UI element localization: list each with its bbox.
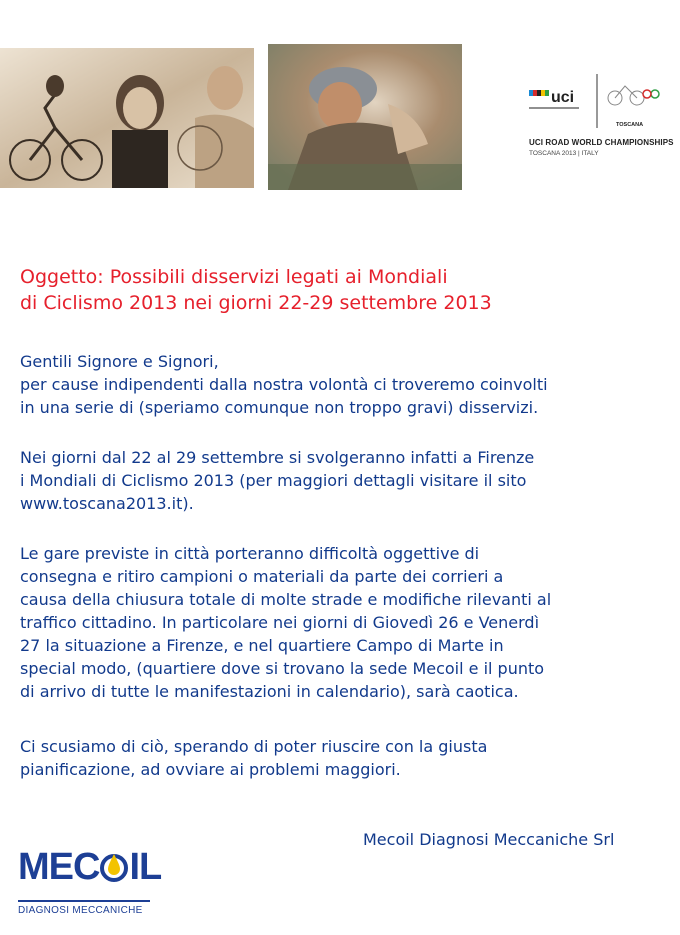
uci-title: UCI ROAD WORLD CHAMPIONSHIPS: [529, 138, 674, 147]
text-line: traffico cittadino. In particolare nei giorni di Giovedì 26 e Venerdì: [20, 613, 540, 632]
text-line: causa della chiusura totale di molte strade e modifiche rilevanti al: [20, 590, 552, 609]
uci-subtitle: TOSCANA 2013 | ITALY: [529, 150, 599, 157]
text-line: Gentili Signore e Signori,: [20, 352, 219, 371]
logo-divider: [18, 900, 150, 902]
text-line: di arrivo di tutte le manifestazioni in calendario), sarà caotica.: [20, 682, 519, 701]
subject-line: di Ciclismo 2013 nei giorni 22-29 settembre 2013: [20, 292, 492, 314]
mecoil-logo: [18, 846, 168, 921]
text-line: Ci scusiamo di ciò, sperando di poter riuscire con la giusta: [20, 737, 488, 756]
svg-text:uci: uci: [551, 89, 575, 106]
text-line: consegna e ritiro campioni o materiali da parte dei corrieri a: [20, 567, 504, 586]
text-line: per cause indipendenti dalla nostra volontà ci troveremo coinvolti: [20, 375, 548, 394]
oil-drop-icon: [100, 850, 128, 882]
uci-toscana-label: TOSCANA: [616, 122, 644, 128]
mecoil-subtitle: DIAGNOSI MECCANICHE: [18, 905, 143, 916]
paragraph-apology: [20, 735, 670, 781]
mecoil-wordmark: [18, 846, 161, 889]
signature: Mecoil Diagnosi Meccaniche Srl: [363, 830, 615, 849]
text-line: in una serie di (speriamo comunque non troppo gravi) disservizi.: [20, 398, 539, 417]
cyclist-image: [268, 44, 462, 190]
text-line: special modo, (quartiere dove si trovano la sede Mecoil e il punto: [20, 659, 545, 678]
paragraph-greeting: [20, 350, 670, 419]
mecoil-word-start: MEC: [18, 846, 100, 888]
subject-line: Oggetto: Possibili disservizi legati ai Mondiali: [20, 266, 448, 288]
vintage-collage-image: [0, 48, 254, 188]
text-line: i Mondiali di Ciclismo 2013 (per maggiori dettagli visitare il sito: [20, 471, 527, 490]
letter-subject: [20, 264, 660, 316]
text-line: 27 la situazione a Firenze, e nel quartiere Campo di Marte in: [20, 636, 504, 655]
mecoil-word-end: IL: [129, 846, 162, 888]
uci-championship-logo: [527, 72, 674, 172]
paragraph-dates: [20, 446, 670, 515]
text-line: Nei giorni dal 22 al 29 settembre si svolgeranno infatti a Firenze: [20, 448, 535, 467]
text-line: www.toscana2013.it).: [20, 494, 194, 513]
text-line: Le gare previste in città porteranno difficoltà oggettive di: [20, 544, 480, 563]
paragraph-details: [20, 542, 670, 703]
text-line: pianificazione, ad ovviare ai problemi maggiori.: [20, 760, 401, 779]
